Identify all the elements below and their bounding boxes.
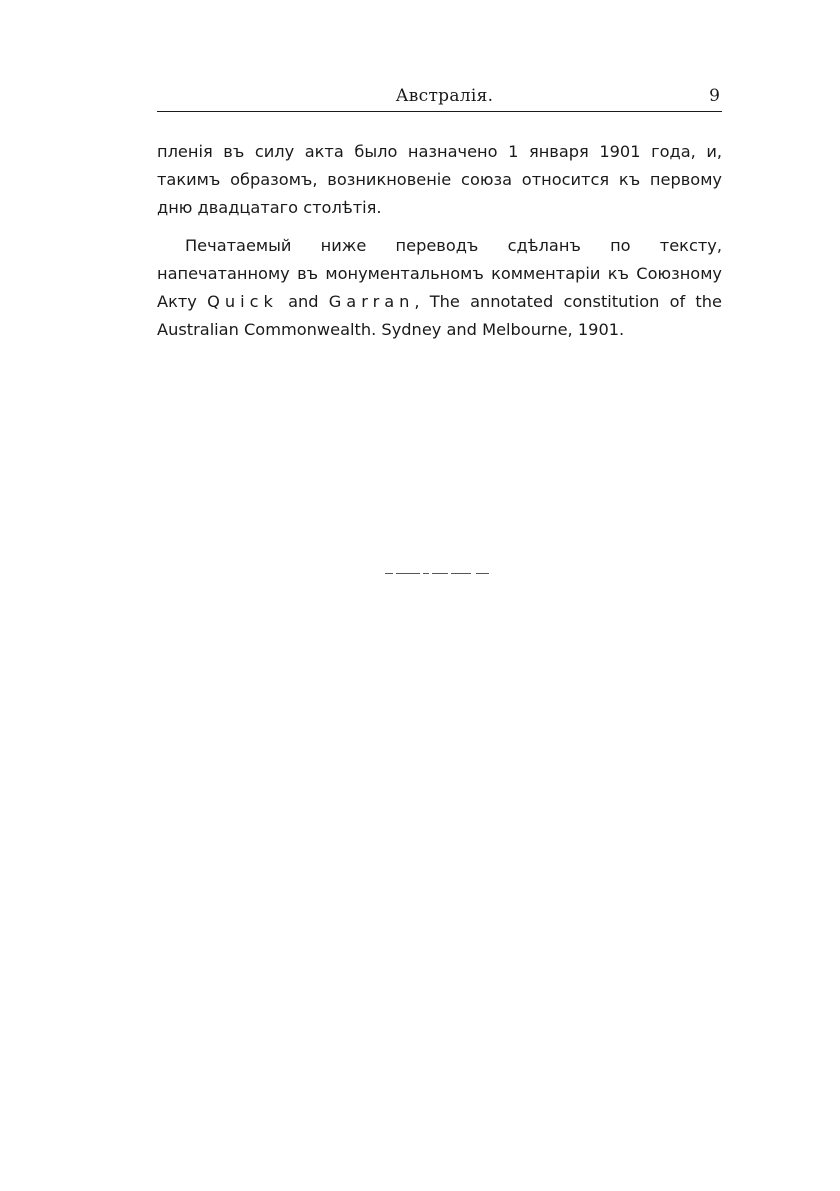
running-title: Австралія. bbox=[395, 86, 494, 106]
paragraph bbox=[157, 138, 722, 222]
body-text bbox=[157, 138, 722, 344]
running-head bbox=[157, 84, 722, 114]
author-name: Garran bbox=[328, 292, 415, 311]
page-number: 9 bbox=[709, 86, 720, 106]
paragraph bbox=[157, 232, 722, 344]
author-name: Quick bbox=[207, 292, 278, 311]
paragraph-text: and bbox=[277, 292, 329, 311]
paragraph-text: Печатаемый ниже переводъ сдѣланъ по тексту, напечатанному въ монументальномъ комментаріи къ Союзному Акту bbox=[157, 236, 722, 311]
header-rule bbox=[157, 111, 722, 112]
end-ornament bbox=[385, 573, 489, 577]
paragraph-text: , The annotated constitution of the Australian Commonwealth. Sydney and Melbourne, 1901. bbox=[157, 292, 723, 339]
paragraph-text: пленія въ силу акта было назначено 1 января 1901 года, и, такимъ образомъ, возникновеніе союза относится къ первому дню двадцатаго столѣтія. bbox=[157, 142, 722, 217]
